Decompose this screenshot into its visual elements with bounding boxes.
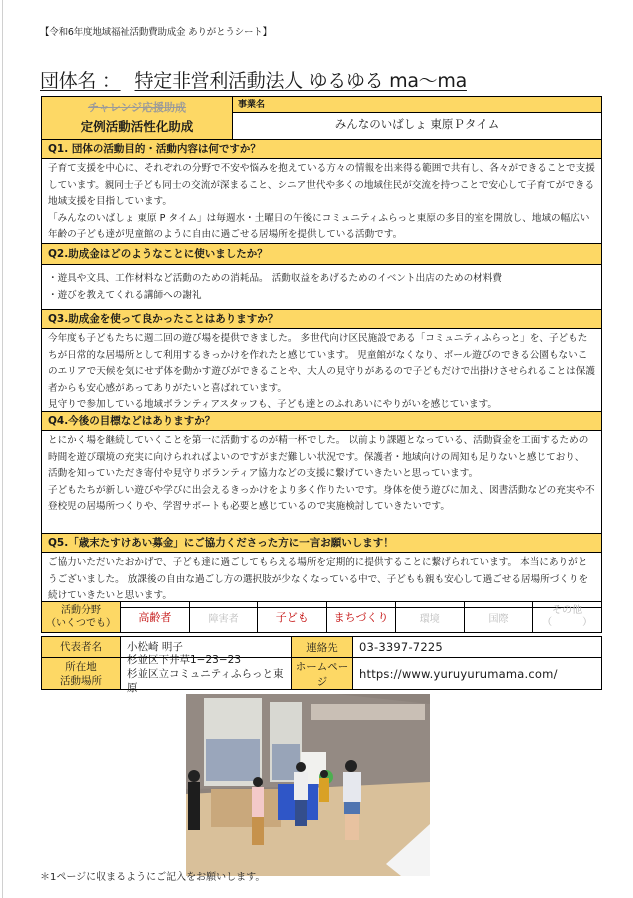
representative-value: 小松崎 明子 xyxy=(121,637,292,657)
photo-illustration xyxy=(186,694,430,876)
q4-answer-p1: とにかく場を継続していくことを第一に活動するのが精一杯でした。 以前より課題となっている、活動資金を工面するための時間を遊び環境の充実に向けられればよいのですがまだ難しい状況です。保護者・地域向けの周知も足りないと感じており、 活動を知っていただき寄付や見守りボランティア協力などの支援に繋げていきたいと思っています。 xyxy=(48,435,589,479)
address-value: 杉並区下井草1−23−23 xyxy=(127,653,241,666)
document-header: 【令和6年度地域福祉活動費助成金 ありがとうシート】 xyxy=(40,27,272,38)
venue-value: 杉並区立コミュニティふらっと東原 xyxy=(127,667,284,694)
q5-answer-p1: ご協力いただいたおかげで、子ども達に過ごしてもらえる場所を定期的に提供することに繋げられています。 本当にありがとうございました。 放課後の自由な過ごし方の選択肢が少なくなっている中で、子どもも親も安心して過ごせる居場所づくりを続けていきたいと思います。 xyxy=(48,557,589,601)
category-other-blank: （ ） xyxy=(542,617,593,628)
q3-answer-p1: 今年度も子どもたちに週二回の遊び場を提供できました。 多世代向け区民施設である「コミュニティふらっと」を、子どもたちが日常的な居場所として利用するきっかけを作れたと感じています。 児童館がなくなり、ボール遊びのできる公園もないこのエリアで天候を気にせず体を動かす遊びができることや、大人の見守りがあるので子どもだけで出掛けさせられることは保護者からも安心感があってありがたいと喜ばれています。 xyxy=(48,333,595,394)
q1-title: Q1. 団体の活動目的・活動内容は何ですか？ xyxy=(48,143,261,155)
project-label: 事業名 xyxy=(233,97,601,113)
homepage-label: ホームページ xyxy=(292,658,353,689)
page-edge xyxy=(2,0,3,898)
q3-answer-p2: 見守りで参加している地域ボランティアスタッフも、子ども達とのふれあいにやりがいを感じています。 xyxy=(48,399,497,410)
q2-answer-p1: ・遊具や文具、工作材料など活動のための消耗品。 活動収益をあげるためのイベント出店のための材料費 xyxy=(48,273,502,284)
contact-info-table xyxy=(41,636,602,694)
contact-value: 03-3397-7225 xyxy=(359,640,443,654)
location-label-line2: 活動場所 xyxy=(60,674,102,687)
location-label xyxy=(42,658,121,689)
q2-title: Q2.助成金はどのようなことに使いましたか？ xyxy=(48,248,268,260)
q5-header xyxy=(42,533,601,552)
grant-project-row xyxy=(42,97,601,139)
q1-header xyxy=(42,139,601,158)
category-international: 国際 xyxy=(465,602,534,632)
project-cell xyxy=(233,97,601,139)
category-children: 子ども xyxy=(258,602,327,632)
report-table xyxy=(41,96,602,608)
category-label-line1: 活動分野 xyxy=(61,605,101,616)
category-environment: 環境 xyxy=(396,602,465,632)
organization-name: 特定非営利活動法人 ゆるゆる ma～ma xyxy=(134,70,467,92)
q2-header xyxy=(42,243,601,264)
grant-type-cell xyxy=(42,97,233,139)
q5-answer xyxy=(42,552,601,607)
q1-answer-p2: 「みんなのいばしょ 東原 P タイム」は毎週水・土曜日の午後にコミュニティふらっと東原の多目的室を開放し、地域の幅広い年齢の子ども達が児童館のように自由に過ごせる居場所を提供している活動です。 xyxy=(48,212,590,240)
info-row-location xyxy=(42,653,601,694)
project-name: みんなのいばしょ 東原Ｐタイム xyxy=(233,113,601,139)
homepage-link[interactable]: https://www.yuruyurumama.com/ xyxy=(359,666,558,681)
organization-label: 団体名 ： xyxy=(40,70,121,92)
grant-type-struck: チャレンジ応援助成 xyxy=(87,101,187,114)
q3-header xyxy=(42,309,601,328)
q1-answer xyxy=(42,158,601,243)
q2-answer xyxy=(42,264,601,309)
q4-answer xyxy=(42,430,601,533)
organization-title xyxy=(40,66,467,93)
grant-type-active: 定例活動活性化助成 xyxy=(80,119,194,134)
activity-photo xyxy=(186,694,430,876)
q5-title: Q5.「歳末たすけあい募金」にご協力くださった方に一言お願いします！ xyxy=(48,537,394,549)
category-disability: 障害者 xyxy=(190,602,259,632)
category-other xyxy=(533,602,601,632)
category-elderly: 高齢者 xyxy=(121,602,190,632)
q3-title: Q3.助成金を使って良かったことはありますか？ xyxy=(48,313,279,325)
category-community: まちづくり xyxy=(327,602,396,632)
footnote: ＊1ページに収まるようにご記入をお願いします。 xyxy=(40,872,266,883)
contact-label: 連絡先 xyxy=(292,637,353,657)
category-label-line2: （いくつでも） xyxy=(46,618,116,629)
category-label xyxy=(42,602,121,632)
q3-answer xyxy=(42,328,601,411)
activity-category-table xyxy=(41,601,602,633)
location-value xyxy=(121,653,292,694)
q4-answer-p2: 子どもたちが新しい遊びや学びに出会えるきっかけをより多く作りたいです。身体を使う遊びに加え、図書活動などの充実や不登校児の居場所つくりや、学習サポートも必要と感じているので実施検討していきたいです。 xyxy=(48,484,595,512)
representative-label: 代表者名 xyxy=(42,637,121,657)
q4-title: Q4.今後の目標などはありますか？ xyxy=(48,415,216,427)
q2-answer-p2: ・遊びを教えてくれる講師への謝礼 xyxy=(48,289,202,301)
location-label-line1: 所在地 xyxy=(65,660,97,673)
q4-header xyxy=(42,411,601,430)
info-row-representative xyxy=(42,637,601,657)
q1-answer-p1: 子育て支援を中心に、それぞれの分野で不安や悩みを抱えている方々の情報を出来得る範囲で共有し、各々ができることで支援しています。親同士子ども同士の交流が深まること、シニア世代や多くの地域住民が交流を持つことで安心して子育てができる地域支援を目指しています。 xyxy=(48,163,595,207)
category-other-label: その他 xyxy=(552,605,583,616)
